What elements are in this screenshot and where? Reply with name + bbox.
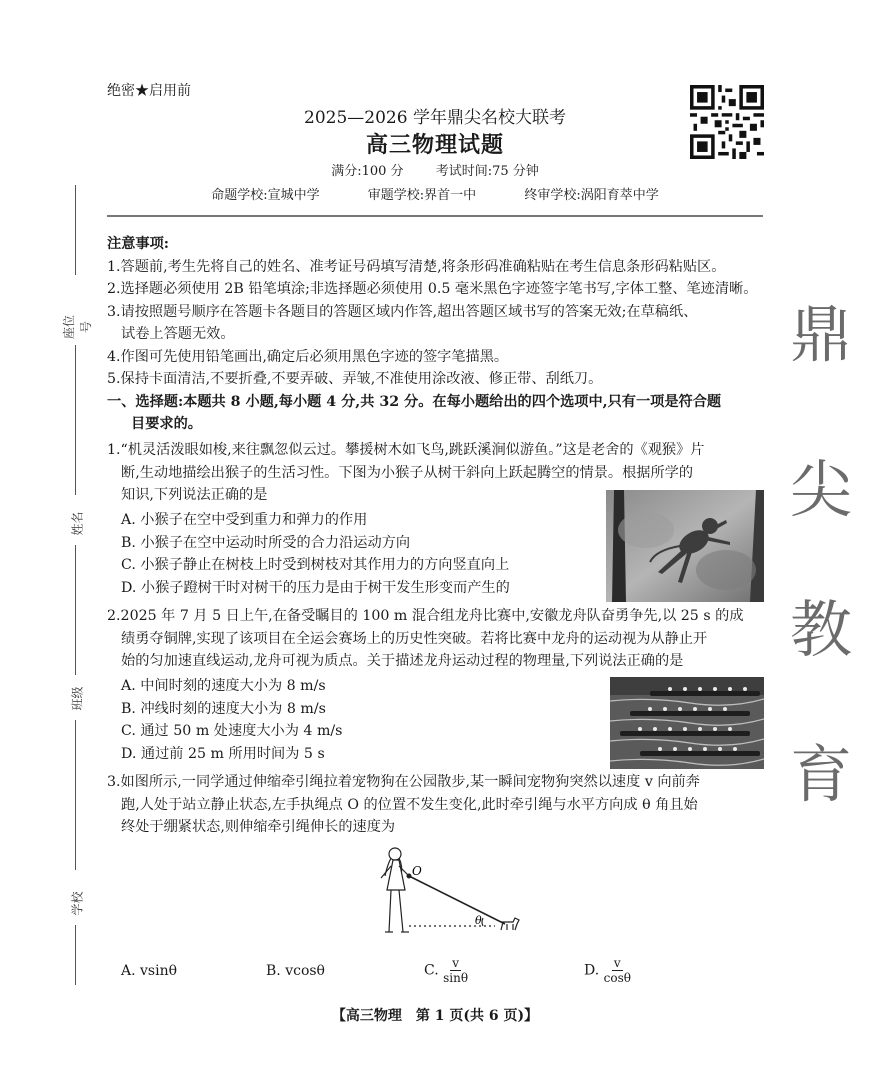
setter-school: 命题学校:宣城中学: [211, 188, 320, 203]
option-a: A. vsinθ: [121, 963, 178, 979]
exam-duration: 考试时间:75 分钟: [435, 164, 539, 179]
final-reviewer-school: 终审学校:涡阳育萃中学: [524, 188, 659, 203]
page-footer: 【高三物理 第 1 页(共 6 页)】: [331, 1008, 539, 1024]
question-stem: 断,生动地描绘出猴子的生活习性。下图为小猴子从树干斜向上跃起腾空的情景。根据所学的: [121, 464, 694, 481]
notes-heading: 注意事项:: [107, 236, 169, 252]
monkey-photo: [606, 490, 764, 602]
binding-line: [75, 185, 76, 275]
question-stem: 3.如图所示,一同学通过伸缩牵引绳拉着宠物狗在公园散步,某一瞬间宠物狗突然以速度 v 向前奔: [107, 774, 700, 790]
binding-line: [75, 545, 76, 675]
option-c: C. 通过 50 m 处速度大小为 4 m/s: [121, 723, 343, 739]
watermark-char: 教: [790, 593, 853, 666]
note-item: 4.作图可先使用铅笔画出,确定后必须用黑色字迹的签字笔描黑。: [107, 348, 509, 365]
school-label: 学校: [70, 891, 85, 916]
exam-meta: [0, 160, 870, 179]
note-item: 5.保持卡面清洁,不要折叠,不要弄破、弄皱,不准使用涂改液、修正带、刮纸刀。: [107, 371, 603, 387]
fraction-numerator: v: [613, 956, 621, 970]
option-c: [424, 956, 468, 985]
seat-number-label: 座位号: [62, 315, 93, 340]
watermark-char: 鼎: [790, 298, 853, 371]
reviewer-school: 审题学校:界首一中: [367, 188, 477, 203]
point-o-label: O: [412, 864, 422, 878]
dragon-boat-photo: [610, 677, 764, 769]
header-divider: [107, 215, 763, 217]
confidential-label: 绝密★启用前: [107, 83, 191, 99]
full-score: 满分:100 分: [331, 164, 404, 179]
binding-line: [75, 720, 76, 870]
note-item: 试卷上答题无效。: [121, 326, 235, 342]
question-stem: 绩勇夺铜牌,实现了该项目在全运会赛场上的历史性突破。若将比赛中龙舟的运动视为从静止开: [121, 630, 708, 647]
note-item: 2.选择题必须使用 2B 铅笔填涂;非选择题必须使用 0.5 毫米黑色字迹签字笔书写,字体工整、笔迹清晰。: [107, 281, 758, 297]
option-b: B. 小猴子在空中运动时所受的合力沿运动方向: [121, 534, 411, 551]
fraction-denominator: cosθ: [603, 971, 631, 985]
notes-block: [107, 233, 777, 436]
leash-diagram: [365, 842, 525, 942]
binding-line: [75, 925, 76, 985]
class-label: 班级: [70, 686, 85, 711]
option-d: D. 通过前 25 m 所用时间为 5 s: [121, 745, 325, 762]
option-d-prefix: D.: [584, 962, 600, 979]
option-c-prefix: C.: [424, 962, 439, 979]
school-credits: [0, 184, 870, 203]
watermark-char: 育: [790, 738, 853, 811]
watermark-char: 尖: [790, 453, 853, 526]
option-b: B. vcosθ: [266, 963, 325, 979]
section-heading: 一、选择题:本题共 8 小题,每小题 4 分,共 32 分。在每小题给出的四个选项中,只有一项是符合题: [107, 393, 722, 410]
exam-title: 2025—2026 学年鼎尖名校大联考: [304, 108, 566, 128]
option-a: A. 中间时刻的速度大小为 8 m/s: [121, 678, 326, 694]
question-stem: 终处于绷紧状态,则伸缩牵引绳伸长的速度为: [121, 819, 396, 835]
question-stem: 跑,人处于站立静止状态,左手执绳点 O 的位置不发生变化,此时牵引绳与水平方向成 θ 角且始: [121, 796, 698, 813]
option-a: A. 小猴子在空中受到重力和弹力的作用: [121, 512, 368, 528]
question-1-options: [121, 509, 611, 599]
option-b: B. 冲线时刻的速度大小为 8 m/s: [121, 700, 326, 717]
question-3: [107, 771, 767, 839]
option-c: C. 小猴子静止在树枝上时受到树枝对其作用力的方向竖直向上: [121, 557, 510, 573]
note-item: 1.答题前,考生先将自己的姓名、准考证号码填写清楚,将条形码准确粘贴在考生信息条形码粘贴区。: [107, 258, 726, 275]
fraction-denominator: sinθ: [443, 971, 469, 985]
question-stem: 知识,下列说法正确的是: [121, 487, 268, 503]
option-d-fraction: [604, 956, 631, 985]
question-2-options: [121, 675, 591, 765]
option-c-fraction: [443, 956, 468, 985]
note-item: 3.请按照题号顺序在答题卡各题目的答题区域内作答,超出答题区域书写的答案无效;在草稿纸、: [107, 303, 698, 320]
question-2: [107, 605, 767, 673]
question-stem: 始的匀加速直线运动,龙舟可视为质点。关于描述龙舟运动过程的物理量,下列说法正确的是: [121, 653, 684, 669]
question-stem: 2.2025 年 7 月 5 日上午,在备受瞩目的 100 m 混合组龙舟比赛中,安徽龙舟队奋勇争先,以 25 s 的成: [107, 608, 744, 624]
name-label: 姓名: [70, 511, 85, 536]
paper-title: 高三物理试题: [365, 132, 504, 158]
question-stem: 1.“机灵活泼眼如梭,来往飘忽似云过。攀援树木如飞鸟,跳跃溪涧似游鱼。”这是老舍的《观猴》片: [107, 442, 705, 458]
option-d: [584, 956, 631, 985]
fraction-numerator: v: [452, 956, 459, 970]
angle-label: θ: [475, 914, 482, 927]
option-d: D. 小猴子蹬树干时对树干的压力是由于树干发生形变而产生的: [121, 579, 510, 596]
section-heading-cont: 目要求的。: [131, 416, 202, 432]
binding-line: [75, 345, 76, 495]
